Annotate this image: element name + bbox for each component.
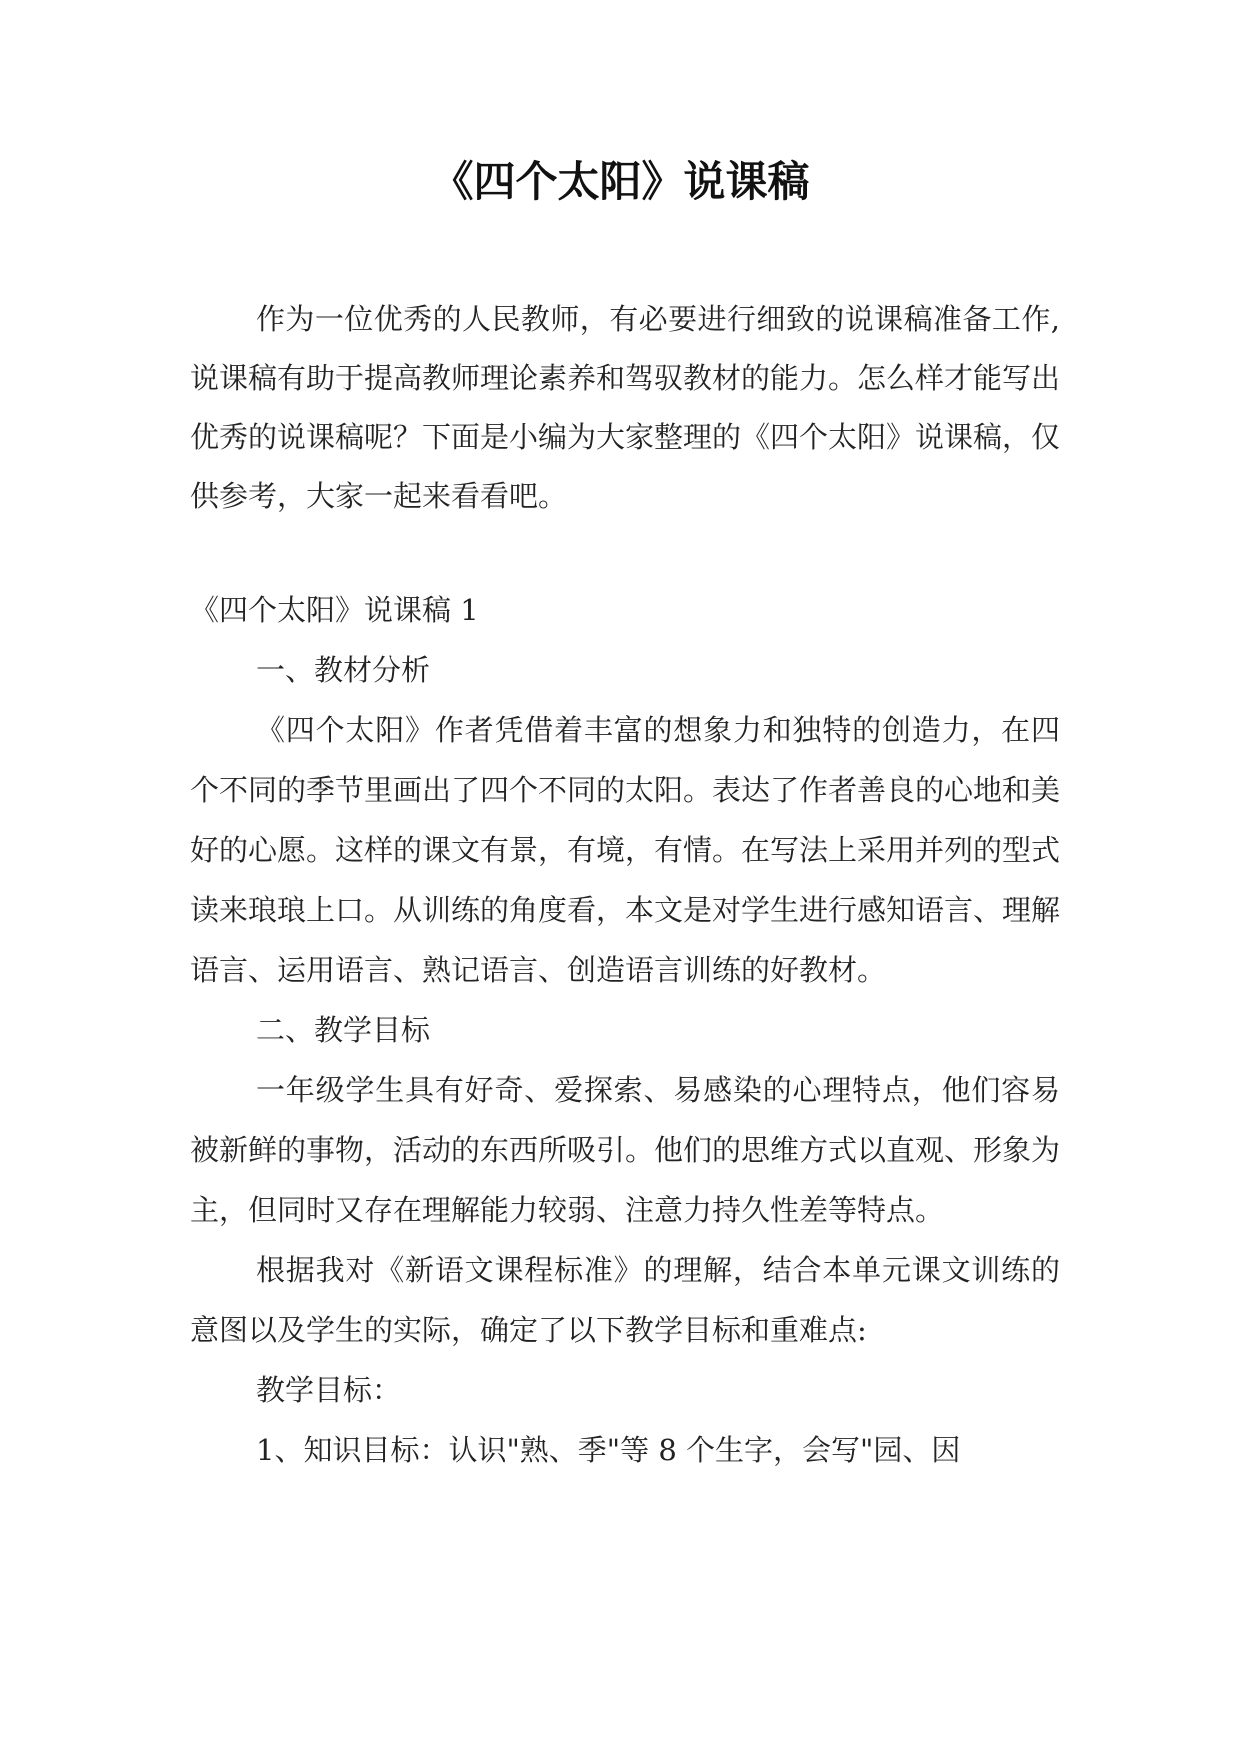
paragraph-curriculum: 根据我对《新语文课程标准》的理解，结合本单元课文训练的意图以及学生的实际，确定了以下教学目标和重难点: xyxy=(190,1253,1060,1347)
paragraph-student-traits: 一年级学生具有好奇、爱探索、易感染的心理特点，他们容易被新鲜的事物，活动的东西所吸引。他们的思维方式以直观、形象为主，但同时又存在理解能力较弱、注意力持久性差等特点。 xyxy=(190,1073,1061,1227)
paragraph-material-analysis: 《四个太阳》作者凭借着丰富的想象力和独特的创造力，在四个不同的季节里画出了四个不同的太阳。表达了作者善良的心地和美好的心愿。这样的课文有景，有境，有情。在写法上采用并列的型式读来琅琅上口。从训练的角度看，本文是对学生进行感知语言、理解语言、运用语言、熟记语言、创造语言训练的好教材。 xyxy=(190,713,1061,987)
section-heading-1: 《四个太阳》说课稿 1 xyxy=(190,593,479,627)
subheading-teaching-goals: 二、教学目标 xyxy=(256,1013,431,1047)
subheading-material-analysis: 一、教材分析 xyxy=(256,653,431,687)
document-body xyxy=(190,580,1060,1480)
label-teaching-goals: 教学目标： xyxy=(256,1373,402,1407)
document-title: 《四个太阳》说课稿 xyxy=(431,157,810,206)
paragraph-knowledge-goal: 1、知识目标：认识"熟、季"等 8 个生字，会写"园、因 xyxy=(256,1433,961,1467)
intro-paragraph: 作为一位优秀的人民教师，有必要进行细致的说课稿准备工作,说课稿有助于提高教师理论素养和驾驭教材的能力。怎么样才能写出优秀的说课稿呢？下面是小编为大家整理的《四个太阳》说课稿，仅供参考，大家一起来看看吧。 xyxy=(190,302,1061,513)
